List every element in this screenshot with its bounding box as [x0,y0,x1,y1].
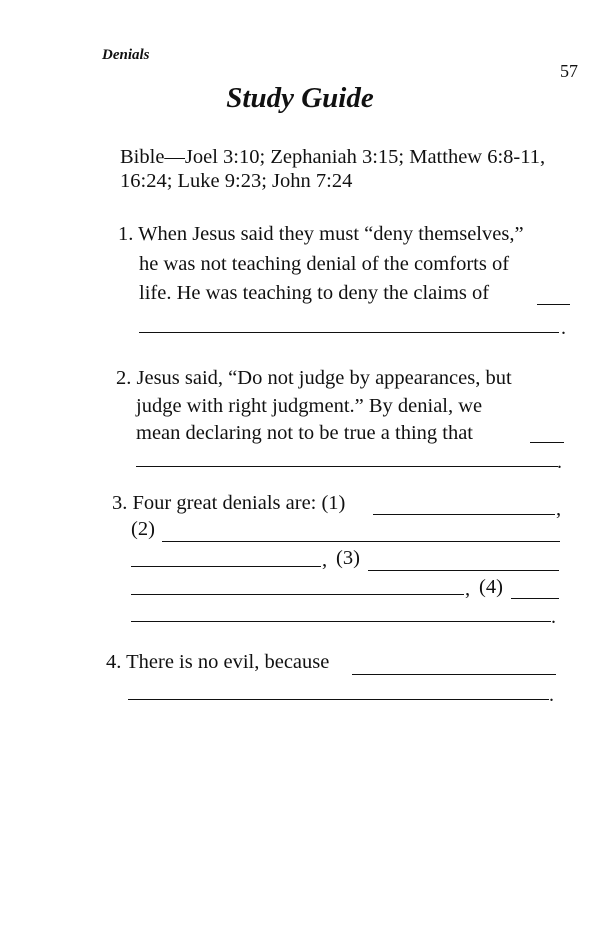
question-3-blank-3b[interactable] [131,594,464,595]
question-3-label-3: (3) [336,547,360,569]
question-3-line-1: 3. Four great denials are: (1) [112,492,346,514]
question-1-line-1: 1. When Jesus said they must “deny themselves,” [118,223,524,245]
question-1-blank-1[interactable] [537,304,570,305]
question-2-blank-2[interactable] [136,466,558,467]
question-3-blank-1[interactable] [373,514,555,515]
question-2-period: . [557,451,562,473]
question-3-blank-3a[interactable] [368,570,559,571]
question-4-period: . [549,684,554,706]
question-1-line-3: life. He was teaching to deny the claims of [139,282,490,304]
running-head: Denials [102,47,150,63]
question-4-blank-1[interactable] [352,674,556,675]
question-3-blank-2a[interactable] [162,541,560,542]
question-2-line-3: mean declaring not to be true a thing that [136,422,473,444]
question-2-blank-1[interactable] [530,442,564,443]
question-2-line-1: 2. Jesus said, “Do not judge by appearances, but [116,367,512,389]
question-3-label-4: (4) [479,576,503,598]
bible-references: Bible—Joel 3:10; Zephaniah 3:15; Matthew 6:8-11, 16:24; Luke 9:23; John 7:24 [120,146,546,192]
question-3-blank-2b[interactable] [131,566,321,567]
question-3-comma-1: , [556,498,562,520]
question-3-period: . [551,606,556,628]
question-4-line-1: 4. There is no evil, because [106,651,330,673]
question-1-period: . [561,317,566,339]
question-3-comma-2: , [322,549,328,571]
question-3-comma-3: , [465,578,471,600]
question-1-line-2: he was not teaching denial of the comforts of [139,253,510,275]
question-2-line-2: judge with right judgment.” By denial, we [136,395,483,417]
question-4-blank-2[interactable] [128,699,549,700]
question-3-blank-4a[interactable] [511,598,559,599]
page-number: 57 [560,61,578,81]
question-1-blank-2[interactable] [139,332,559,333]
question-3-blank-4b[interactable] [131,621,551,622]
question-3-label-2: (2) [131,518,155,540]
page-title: Study Guide [226,82,374,114]
